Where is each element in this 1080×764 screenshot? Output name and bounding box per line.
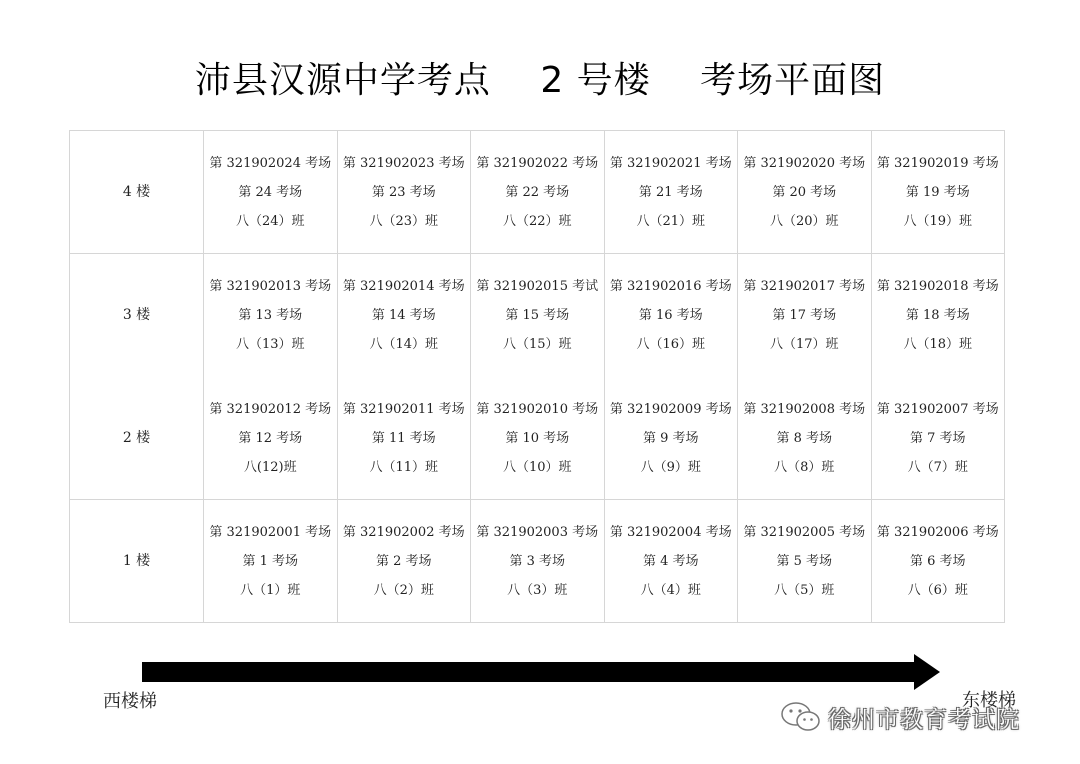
exam-room-code: 第 321902001 考场 [209, 524, 332, 540]
exam-room-class: 八（16）班 [636, 336, 706, 352]
exam-room-cell [871, 500, 1005, 623]
exam-room-class: 八（11）班 [369, 459, 439, 475]
exam-room-class: 八（10）班 [502, 459, 572, 475]
exam-room-class: 八(12)班 [243, 459, 297, 475]
exam-room-code: 第 321902008 考场 [743, 401, 866, 417]
exam-room-cell [471, 131, 605, 254]
exam-room-code: 第 321902002 考场 [342, 524, 465, 540]
exam-room-class: 八（24）班 [235, 213, 305, 229]
exam-room-code: 第 321902023 考场 [342, 155, 465, 171]
exam-room-cell [871, 377, 1005, 500]
exam-room-cell [738, 254, 872, 377]
floor-row [70, 377, 1005, 500]
exam-room-code: 第 321902013 考场 [209, 278, 332, 294]
exam-room-number: 第 14 考场 [371, 307, 436, 323]
floor-row [70, 500, 1005, 623]
exam-room-number: 第 18 考场 [905, 307, 970, 323]
exam-room-cell [471, 500, 605, 623]
floor-label: 2 楼 [70, 377, 204, 500]
west-stairs-label: 西楼梯 [103, 691, 157, 712]
exam-room-cell [738, 500, 872, 623]
exam-room-class: 八（3）班 [507, 582, 568, 598]
exam-room-class: 八（21）班 [636, 213, 706, 229]
exam-room-code: 第 321902010 考场 [476, 401, 599, 417]
exam-room-number: 第 11 考场 [371, 430, 436, 446]
exam-room-cell [204, 254, 338, 377]
exam-room-number: 第 1 考场 [242, 553, 299, 569]
direction-arrow-shaft [142, 662, 920, 682]
exam-room-number: 第 6 考场 [909, 553, 966, 569]
exam-room-number: 第 8 考场 [776, 430, 833, 446]
exam-room-code: 第 321902017 考场 [743, 278, 866, 294]
exam-room-cell [871, 254, 1005, 377]
exam-room-class: 八（2）班 [373, 582, 434, 598]
exam-room-cell [604, 131, 738, 254]
exam-room-class: 八（4）班 [640, 582, 701, 598]
exam-room-number: 第 13 考场 [238, 307, 303, 323]
exam-room-cell [738, 131, 872, 254]
exam-room-cell [738, 377, 872, 500]
exam-room-class: 八（20）班 [769, 213, 839, 229]
exam-room-number: 第 9 考场 [642, 430, 699, 446]
exam-room-code: 第 321902016 考场 [609, 278, 732, 294]
floor-row [70, 254, 1005, 377]
exam-room-code: 第 321902019 考场 [876, 155, 999, 171]
floor-label: 1 楼 [70, 500, 204, 623]
exam-room-number: 第 17 考场 [772, 307, 837, 323]
exam-room-code: 第 321902005 考场 [743, 524, 866, 540]
exam-room-cell [871, 131, 1005, 254]
exam-room-class: 八（14）班 [369, 336, 439, 352]
exam-room-number: 第 23 考场 [371, 184, 436, 200]
exam-room-class: 八（23）班 [369, 213, 439, 229]
exam-room-code: 第 321902015 考试 [476, 278, 599, 294]
page-title: 沛县汉源中学考点 2 号楼 考场平面图 [194, 60, 886, 101]
exam-room-number: 第 4 考场 [642, 553, 699, 569]
exam-room-number: 第 21 考场 [638, 184, 703, 200]
exam-room-code: 第 321902024 考场 [209, 155, 332, 171]
exam-room-code: 第 321902022 考场 [476, 155, 599, 171]
exam-room-number: 第 16 考场 [638, 307, 703, 323]
exam-room-code: 第 321902007 考场 [876, 401, 999, 417]
exam-room-number: 第 12 考场 [238, 430, 303, 446]
exam-room-class: 八（22）班 [502, 213, 572, 229]
exam-room-number: 第 15 考场 [505, 307, 570, 323]
exam-room-code: 第 321902018 考场 [876, 278, 999, 294]
exam-room-class: 八（9）班 [640, 459, 701, 475]
exam-room-number: 第 7 考场 [909, 430, 966, 446]
watermark-text: 徐州市教育考试院 [828, 706, 1020, 733]
exam-room-cell [604, 377, 738, 500]
exam-room-cell [204, 500, 338, 623]
exam-room-cell [337, 131, 471, 254]
exam-room-class: 八（15）班 [502, 336, 572, 352]
exam-room-code: 第 321902004 考场 [609, 524, 732, 540]
exam-room-number: 第 22 考场 [505, 184, 570, 200]
exam-room-number: 第 2 考场 [375, 553, 432, 569]
exam-room-class: 八（17）班 [769, 336, 839, 352]
east-stairs-label: 东楼梯 [962, 690, 1016, 711]
exam-room-cell [204, 131, 338, 254]
exam-room-code: 第 321902006 考场 [876, 524, 999, 540]
exam-room-number: 第 19 考场 [905, 184, 970, 200]
exam-room-code: 第 321902003 考场 [476, 524, 599, 540]
exam-room-cell [471, 254, 605, 377]
exam-room-code: 第 321902012 考场 [209, 401, 332, 417]
floor-plan-table [69, 130, 1005, 623]
exam-room-class: 八（1）班 [240, 582, 301, 598]
exam-room-class: 八（5）班 [774, 582, 835, 598]
exam-room-class: 八（7）班 [907, 459, 968, 475]
exam-room-number: 第 10 考场 [505, 430, 570, 446]
exam-room-class: 八（8）班 [774, 459, 835, 475]
exam-room-code: 第 321902009 考场 [609, 401, 732, 417]
exam-room-cell [204, 377, 338, 500]
floor-row [70, 131, 1005, 254]
exam-room-class: 八（19）班 [903, 213, 973, 229]
direction-arrow-head-icon [914, 654, 940, 690]
exam-room-code: 第 321902014 考场 [342, 278, 465, 294]
exam-room-code: 第 321902011 考场 [342, 401, 465, 417]
floor-label: 4 楼 [70, 131, 204, 254]
exam-room-cell [337, 500, 471, 623]
exam-room-cell [337, 377, 471, 500]
floor-label: 3 楼 [70, 254, 204, 377]
exam-room-cell [337, 254, 471, 377]
exam-room-number: 第 20 考场 [772, 184, 837, 200]
watermark [780, 700, 1060, 734]
exam-room-code: 第 321902021 考场 [609, 155, 732, 171]
exam-room-number: 第 3 考场 [509, 553, 566, 569]
exam-room-code: 第 321902020 考场 [743, 155, 866, 171]
exam-room-number: 第 24 考场 [238, 184, 303, 200]
wechat-logo-icon [780, 700, 822, 734]
exam-room-cell [604, 500, 738, 623]
exam-room-cell [604, 254, 738, 377]
exam-room-class: 八（13）班 [235, 336, 305, 352]
exam-room-class: 八（6）班 [907, 582, 968, 598]
exam-room-class: 八（18）班 [903, 336, 973, 352]
exam-room-number: 第 5 考场 [776, 553, 833, 569]
exam-room-cell [471, 377, 605, 500]
